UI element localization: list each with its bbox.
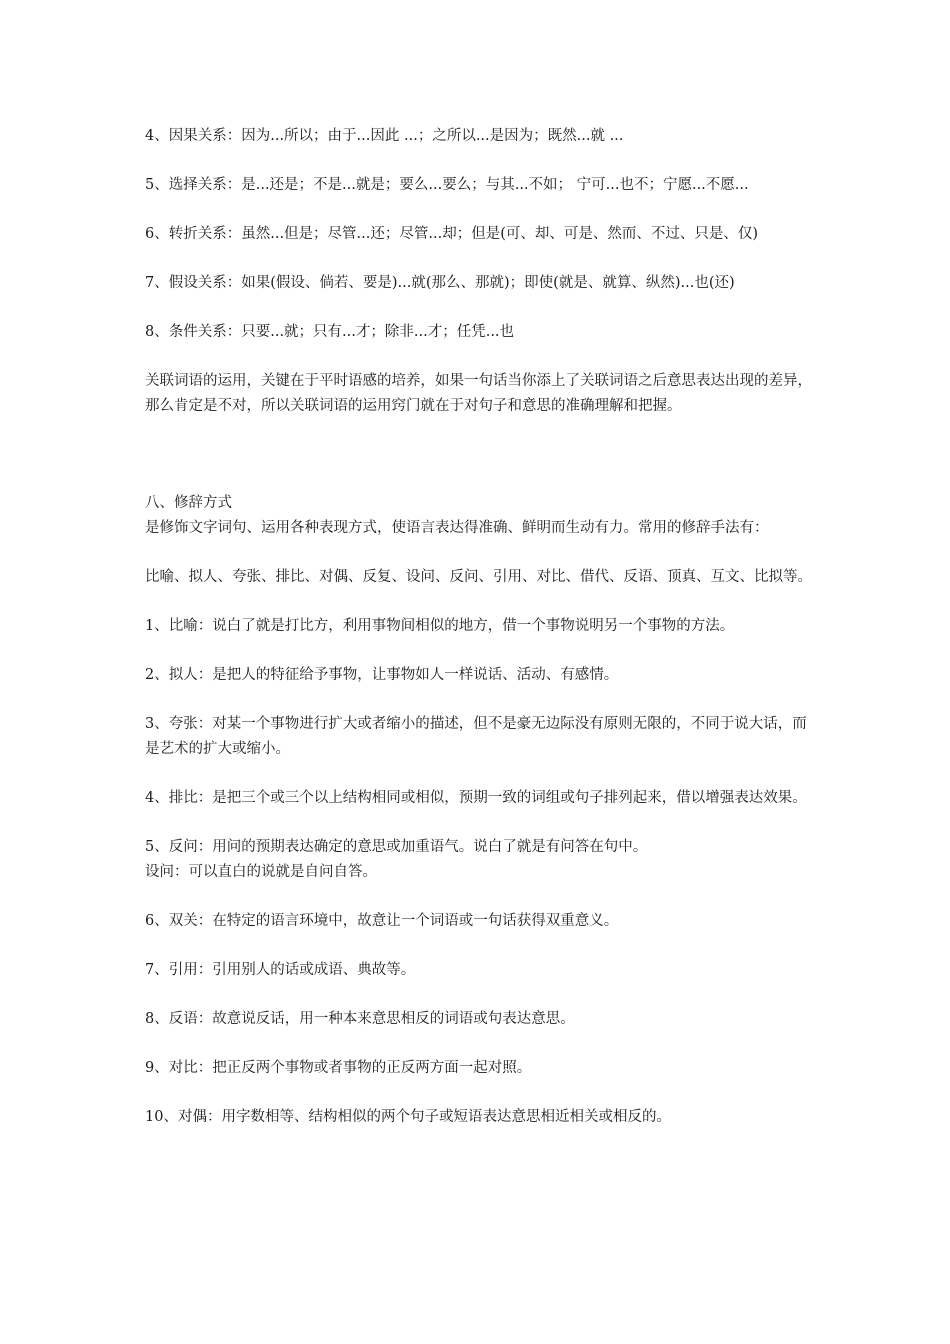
conjunction-summary: 关联词语的运用，关键在于平时语感的培养，如果一句话当你添上了关联词语之后意思表达出现的差异，那么肯定是不对，所以关联词语的运用窍门就在于对句子和意思的准确理解和把握。 <box>145 373 812 414</box>
rhetoric-item-antithesis: 10、对偶：用字数相等、结构相似的两个句子或短语表达意思相近相关或相反的。 <box>145 1109 671 1125</box>
rhetoric-item-self-question: 设问：可以直白的说就是自问自答。 <box>145 864 377 880</box>
conjunction-item-choice: 5、选择关系：是...还是；不是...就是；要么...要么；与其...不如； 宁可...也不；宁愿...不愿... <box>145 177 749 193</box>
rhetoric-item-contrast: 9、对比：把正反两个事物或者事物的正反两方面一起对照。 <box>145 1060 532 1076</box>
conjunction-item-condition: 8、条件关系：只要...就；只有...才；除非...才；任凭...也 <box>145 324 515 340</box>
rhetoric-item-hyperbole: 3、夸张：对某一个事物进行扩大或者缩小的描述，但不是豪无边际没有原则无限的，不同于说大话，而是艺术的扩大或缩小。 <box>145 716 807 757</box>
document-body <box>145 124 817 1130</box>
rhetoric-item-parallelism: 4、排比：是把三个或三个以上结构相同或相似，预期一致的词组或句子排列起来，借以增强表达效果。 <box>145 790 807 806</box>
conjunction-item-hypothesis: 7、假设关系：如果(假设、倘若、要是)...就(那么、那就)；即使(就是、就算、纵然)...也(还) <box>145 275 735 291</box>
rhetoric-item-personification: 2、拟人：是把人的特征给予事物，让事物如人一样说话、活动、有感情。 <box>145 667 619 683</box>
rhetoric-item-irony: 8、反语：故意说反话，用一种本来意思相反的词语或句表达意思。 <box>145 1011 575 1027</box>
section-heading-rhetoric: 八、修辞方式 <box>145 495 232 511</box>
conjunction-item-contrast: 6、转折关系：虽然...但是；尽管...还；尽管...却；但是(可、却、可是、然而、不过、只是、仅) <box>145 226 759 242</box>
rhetoric-intro: 是修饰文字词句、运用各种表现方式，使语言表达得准确、鲜明而生动有力。常用的修辞手法有： <box>145 520 769 536</box>
rhetoric-item-quotation: 7、引用：引用别人的话或成语、典故等。 <box>145 962 416 978</box>
conjunction-item-causal: 4、因果关系：因为...所以；由于...因此 ...；之所以...是因为；既然...就 ... <box>145 128 624 144</box>
rhetoric-list: 比喻、拟人、夸张、排比、对偶、反复、设问、反问、引用、对比、借代、反语、顶真、互文、比拟等。 <box>145 569 812 585</box>
rhetoric-item-rhetorical-question: 5、反问：用问的预期表达确定的意思或加重语气。说白了就是有问答在句中。 <box>145 839 648 855</box>
rhetoric-item-pun: 6、双关：在特定的语言环境中，故意让一个词语或一句话获得双重意义。 <box>145 913 619 929</box>
rhetoric-item-metaphor: 1、比喻：说白了就是打比方，利用事物间相似的地方，借一个事物说明另一个事物的方法。 <box>145 618 735 634</box>
